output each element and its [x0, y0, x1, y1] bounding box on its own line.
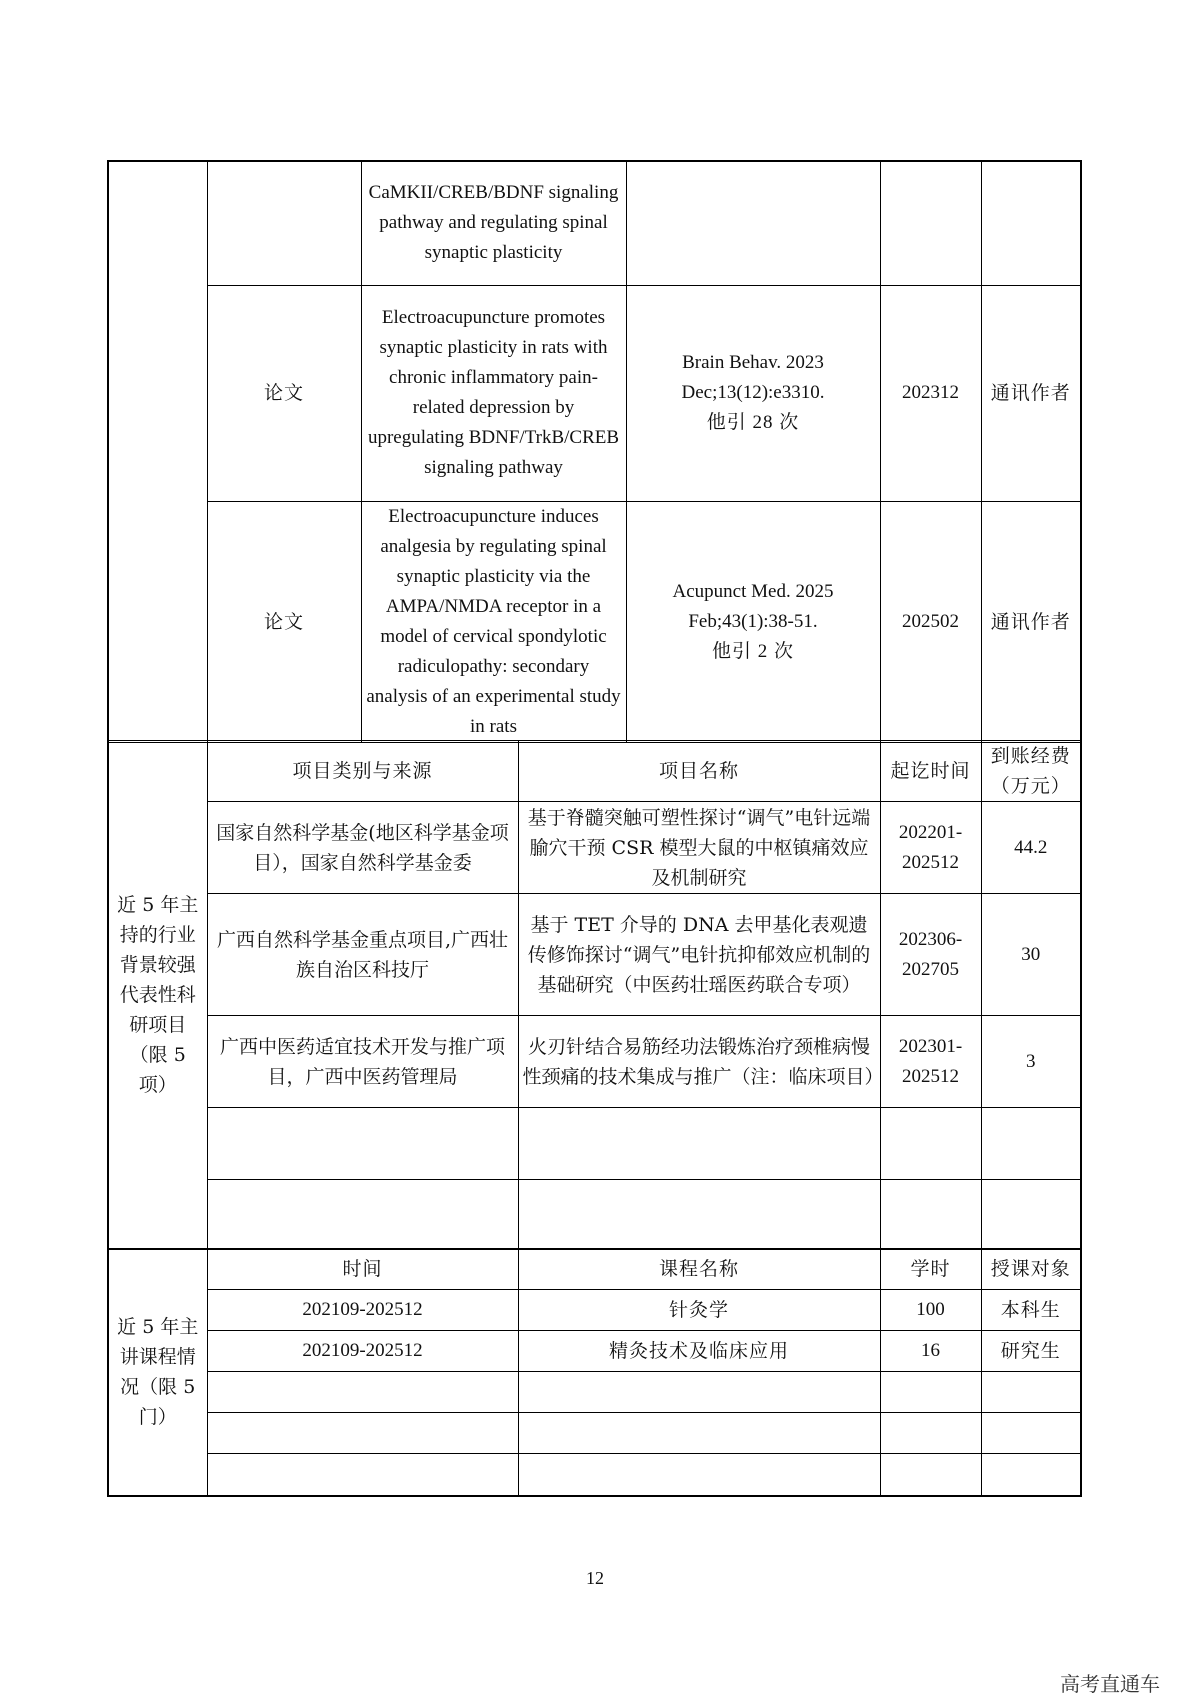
project-funding — [981, 1108, 1081, 1180]
project-source — [207, 1108, 518, 1180]
project-period: 202306-202705 — [880, 894, 981, 1016]
course-hours — [880, 1372, 981, 1413]
course-name: 针灸学 — [518, 1290, 880, 1331]
project-source: 广西自然科学基金重点项目,广西壮族自治区科技厅 — [207, 894, 518, 1016]
paper-date — [880, 161, 981, 285]
course-name — [518, 1454, 880, 1496]
course-hours: 16 — [880, 1331, 981, 1372]
project-name: 基于脊髓突触可塑性探讨“调气”电针远端腧穴干预 CSR 模型大鼠的中枢镇痛效应及机制研究 — [518, 802, 880, 894]
page-number: 12 — [586, 1568, 604, 1588]
paper-journal — [626, 161, 880, 285]
project-source — [207, 1180, 518, 1250]
course-row — [108, 1372, 1081, 1413]
project-period: 202301-202512 — [880, 1016, 981, 1108]
project-row — [108, 1180, 1081, 1250]
paper-title: Electroacupuncture induces analgesia by regulating spinal synaptic plasticity via the AMPA/NMDA receptor in a model of cervical spondylotic radiculopathy: secondary analysis of an experimental study in rats — [361, 501, 626, 742]
papers-side-cell — [108, 161, 207, 742]
header-project-source: 项目类别与来源 — [207, 741, 518, 802]
paper-role: 通讯作者 — [981, 285, 1081, 501]
project-funding — [981, 1180, 1081, 1250]
project-row — [108, 1108, 1081, 1180]
course-hours — [880, 1454, 981, 1496]
paper-type — [207, 161, 361, 285]
project-name — [518, 1108, 880, 1180]
header-project-name: 项目名称 — [518, 741, 880, 802]
course-audience — [981, 1454, 1081, 1496]
project-row — [108, 802, 1081, 894]
paper-row — [108, 161, 1081, 285]
course-name — [518, 1372, 880, 1413]
header-course-name: 课程名称 — [518, 1249, 880, 1290]
project-funding: 3 — [981, 1016, 1081, 1108]
course-audience: 本科生 — [981, 1290, 1081, 1331]
paper-role: 通讯作者 — [981, 501, 1081, 742]
course-audience — [981, 1372, 1081, 1413]
project-funding: 30 — [981, 894, 1081, 1016]
header-project-period: 起讫时间 — [880, 741, 981, 802]
project-name — [518, 1180, 880, 1250]
course-name: 精灸技术及临床应用 — [518, 1331, 880, 1372]
course-time: 202109-202512 — [207, 1331, 518, 1372]
project-row — [108, 1016, 1081, 1108]
paper-type: 论文 — [207, 501, 361, 742]
header-course-time: 时间 — [207, 1249, 518, 1290]
course-time — [207, 1454, 518, 1496]
course-row — [108, 1413, 1081, 1454]
paper-date: 202502 — [880, 501, 981, 742]
paper-date: 202312 — [880, 285, 981, 501]
project-name: 火刃针结合易筋经功法锻炼治疗颈椎病慢性颈痛的技术集成与推广（注：临床项目） — [518, 1016, 880, 1108]
course-time — [207, 1372, 518, 1413]
course-time — [207, 1413, 518, 1454]
papers-table — [107, 160, 1082, 743]
course-hours: 100 — [880, 1290, 981, 1331]
project-name: 基于 TET 介导的 DNA 去甲基化表观遗传修饰探讨“调气”电针抗抑郁效应机制的基础研究（中医药壮瑶医药联合专项） — [518, 894, 880, 1016]
course-row — [108, 1290, 1081, 1331]
course-row — [108, 1331, 1081, 1372]
paper-row — [108, 285, 1081, 501]
paper-row — [108, 501, 1081, 742]
projects-table — [107, 740, 1082, 1250]
project-source: 国家自然科学基金(地区科学基金项目），国家自然科学基金委 — [207, 802, 518, 894]
project-funding: 44.2 — [981, 802, 1081, 894]
project-period — [880, 1108, 981, 1180]
header-project-funding: 到账经费（万元） — [981, 741, 1081, 802]
paper-title: CaMKII/CREB/BDNF signaling pathway and regulating spinal synaptic plasticity — [361, 161, 626, 285]
paper-journal: Brain Behav. 2023 Dec;13(12):e3310. 他引 28 次 — [626, 285, 880, 501]
course-audience — [981, 1413, 1081, 1454]
course-name — [518, 1413, 880, 1454]
project-row — [108, 894, 1081, 1016]
paper-title: Electroacupuncture promotes synaptic plasticity in rats with chronic inflammatory pain-related depression by upregulating BDNF/TrkB/CREB signaling pathway — [361, 285, 626, 501]
projects-header-row — [108, 741, 1081, 802]
header-course-hours: 学时 — [880, 1249, 981, 1290]
course-audience: 研究生 — [981, 1331, 1081, 1372]
course-row — [108, 1454, 1081, 1496]
paper-role — [981, 161, 1081, 285]
courses-section-label: 近 5 年主讲课程情况（限 5 门） — [108, 1249, 207, 1496]
projects-section-label: 近 5 年主持的行业背景较强代表性科研项目（限 5 项） — [108, 741, 207, 1250]
courses-header-row — [108, 1249, 1081, 1290]
watermark: 高考直通车 — [1060, 1672, 1160, 1696]
courses-table — [107, 1248, 1082, 1497]
project-period: 202201-202512 — [880, 802, 981, 894]
course-time: 202109-202512 — [207, 1290, 518, 1331]
paper-type: 论文 — [207, 285, 361, 501]
header-course-audience: 授课对象 — [981, 1249, 1081, 1290]
course-hours — [880, 1413, 981, 1454]
project-period — [880, 1180, 981, 1250]
paper-journal: Acupunct Med. 2025 Feb;43(1):38-51. 他引 2 次 — [626, 501, 880, 742]
project-source: 广西中医药适宜技术开发与推广项目，广西中医药管理局 — [207, 1016, 518, 1108]
